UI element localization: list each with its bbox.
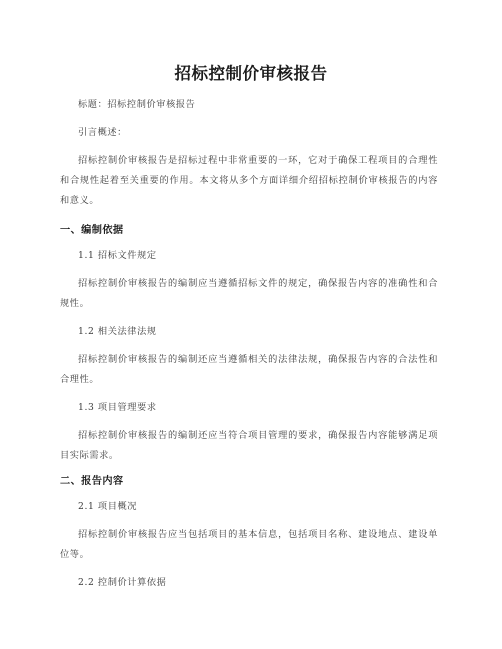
subheading-2-2: 2.2 控制价计算依据 <box>78 577 167 588</box>
paragraph-1-3: 招标控制价审核报告的编制还应当符合项目管理的要求，确保报告内容能够满足项目实际需求。 <box>60 430 438 461</box>
paragraph-2-1: 招标控制价审核报告应当包括项目的基本信息，包括项目名称、建设地点、建设单位等。 <box>60 529 438 560</box>
section-heading-1: 一、编制依据 <box>60 225 124 236</box>
subheading-1-2: 1.2 相关法律法规 <box>78 326 157 337</box>
intro-paragraph: 招标控制价审核报告是招标过程中非常重要的一环，它对于确保工程项目的合理性和合规性起着至关重要的作用。本文将从多个方面详细介绍招标控制价审核报告的内容和意义。 <box>60 155 438 206</box>
document-title: 招标控制价审核报告 <box>174 64 328 83</box>
subheading-1-3: 1.3 项目管理要求 <box>78 402 157 413</box>
subheading-2-1: 2.1 项目概况 <box>78 501 138 512</box>
paragraph-1-2: 招标控制价审核报告的编制还应当遵循相关的法律法规，确保报告内容的合法性和合理性。 <box>60 354 438 385</box>
section-heading-2: 二、报告内容 <box>60 476 124 487</box>
meta-title-line: 标题：招标控制价审核报告 <box>78 99 196 110</box>
intro-label: 引言概述： <box>78 127 127 138</box>
paragraph-1-1: 招标控制价审核报告的编制应当遵循招标文件的规定，确保报告内容的准确性和合规性。 <box>60 278 438 309</box>
subheading-1-1: 1.1 招标文件规定 <box>78 250 157 261</box>
